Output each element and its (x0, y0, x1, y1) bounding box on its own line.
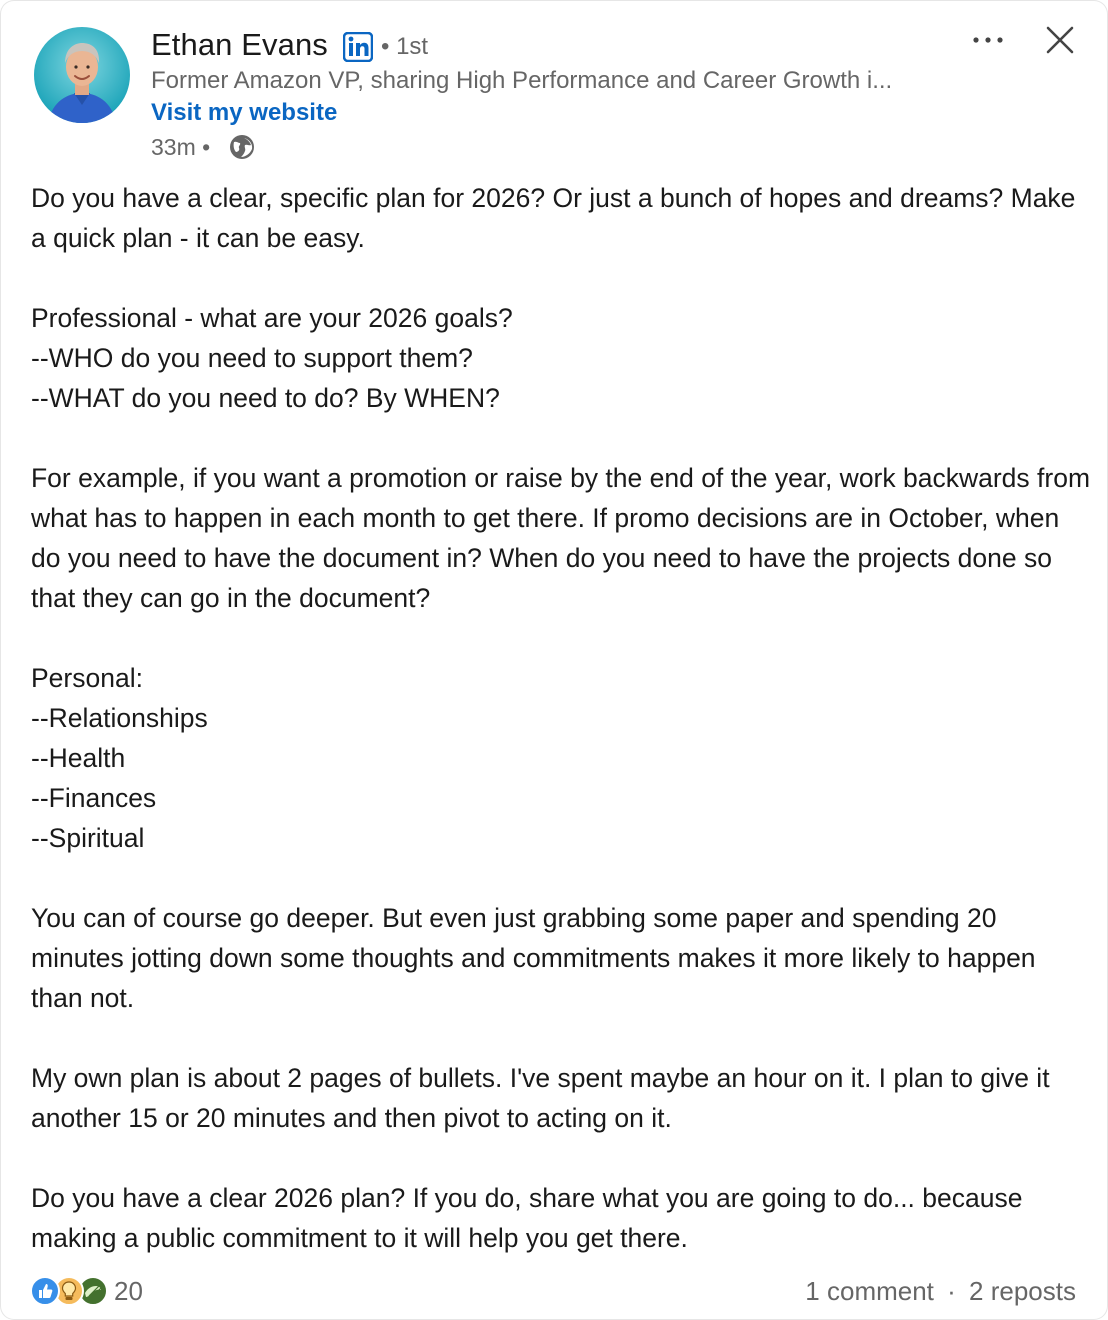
post-body (31, 178, 1091, 1258)
close-icon (1038, 18, 1082, 62)
post-paragraph: Do you have a clear 2026 plan? If you do, share what you are going to do... because making a public commitment to it will help you get there. (31, 1183, 1023, 1253)
visit-website-link[interactable]: Visit my website (151, 99, 338, 126)
post-paragraph: For example, if you want a promotion or raise by the end of the year, work backwards from what has to happen in each month to get there. If promo decisions are in October, when do you need to have the document in? When do you need to have the projects done so that they can go in the document? (31, 463, 1091, 613)
author-headline: Former Amazon VP, sharing High Performance and Career Growth i... (151, 67, 893, 94)
reactions-summary[interactable] (30, 1274, 143, 1308)
author-avatar[interactable] (34, 27, 130, 123)
post-timestamp: 33m • (151, 134, 211, 160)
like-icon (30, 1276, 60, 1306)
reaction-icons (30, 1275, 110, 1307)
connection-degree: • 1st (381, 33, 429, 60)
ellipsis-icon (964, 22, 1012, 58)
post-paragraph: Do you have a clear, specific plan for 2026? Or just a bunch of hopes and dreams? Make a quick plan - it can be easy. (31, 183, 1076, 253)
reposts-count-link[interactable]: 2 reposts (969, 1276, 1076, 1306)
close-button[interactable] (1038, 18, 1082, 62)
separator-dot: · (947, 1276, 956, 1306)
linkedin-icon (343, 32, 373, 62)
social-counts (805, 1275, 1076, 1307)
globe-icon (228, 133, 256, 161)
more-options-button[interactable] (964, 22, 1012, 58)
reaction-count[interactable]: 20 (114, 1276, 143, 1306)
post-paragraph: My own plan is about 2 pages of bullets. I've spent maybe an hour on it. I plan to give it another 15 or 20 minutes and then pivot to acting on it. (31, 1063, 1050, 1133)
post-paragraph: Personal: --Relationships --Health --Finances --Spiritual (31, 663, 208, 853)
post-paragraph: Professional - what are your 2026 goals? --WHO do you need to support them? --WHAT do you need to do? By WHEN? (31, 303, 513, 413)
comments-count-link[interactable]: 1 comment (805, 1276, 934, 1306)
author-name[interactable]: Ethan Evans (151, 27, 328, 62)
post-paragraph: You can of course go deeper. But even just grabbing some paper and spending 20 minutes jotting down some thoughts and commitments makes it more likely to happen than not. (31, 903, 1036, 1013)
